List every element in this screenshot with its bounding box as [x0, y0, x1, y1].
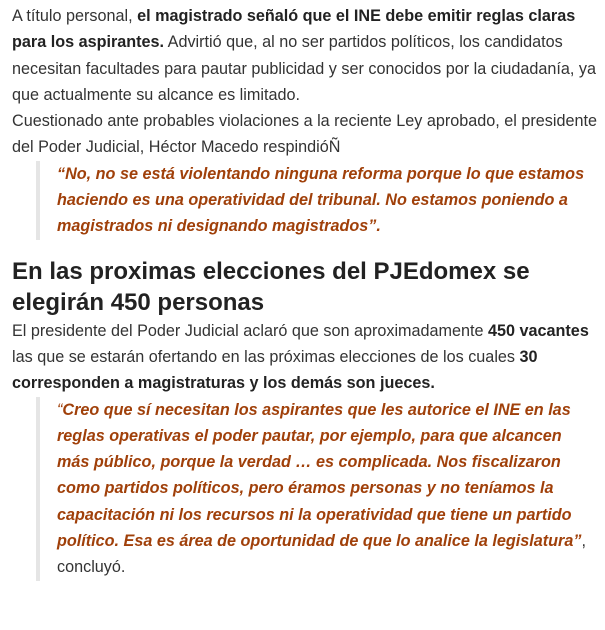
paragraph-vacancies	[12, 318, 597, 397]
paragraph-intro-highlight: el magistrado señaló que el INE debe emitir reglas claras para los aspirantes.	[12, 7, 576, 52]
paragraph-question: Cuestionado ante probables violaciones a la reciente Ley aprobado, el presidente del Poder Judicial, Héctor Macedo respindióÑ	[12, 112, 597, 157]
quote-macedo	[36, 161, 597, 240]
quote-open-mark: “	[57, 400, 63, 419]
paragraph-intro-rest: Advirtió que, al no ser partidos políticos, los candidatos necesitan facultades para pautar publicidad y ser conocidos por la ciudadanía, ya que actualmente su alcance es limitado.	[12, 33, 597, 104]
quote-conclusion	[36, 397, 597, 581]
paragraph-intro-lead: A título personal,	[12, 7, 138, 25]
quote-conclusion-tail: , concluyó.	[57, 532, 586, 577]
paragraph-vacancies-lead: El presidente del Poder Judicial aclaró que son aproximadamente	[12, 321, 489, 340]
quote-macedo-text: “No, no se está violentando ninguna reforma porque lo que estamos haciendo es una operatividad del tribunal. No estamos poniendo a magistrados ni designando magistrados”.	[57, 164, 585, 236]
paragraph-intro	[12, 0, 597, 108]
article-body	[12, 0, 597, 581]
paragraph-vacancies-split: 30 corresponden a magistraturas y los demás son jueces.	[12, 347, 538, 393]
section-heading: En las proximas elecciones del PJEdomex se elegirán 450 personas	[12, 257, 530, 316]
paragraph-vacancies-mid: las que se estarán ofertando en las próximas elecciones de los cuales	[12, 347, 520, 366]
quote-conclusion-text: Creo que sí necesitan los aspirantes que les autorice el INE en las reglas operativas el poder pautar, por ejemplo, para que alcancen más público, porque la verdad … es complicada. Nos fiscalizaron como partidos políticos, pero éramos personas y no teníamos la capacitación ni los recursos ni la operatividad que tiene un partido político. Esa es área de oportunidad de que lo analice la legislatura”	[57, 400, 582, 551]
paragraph-vacancies-count: 450 vacantes	[488, 321, 589, 340]
